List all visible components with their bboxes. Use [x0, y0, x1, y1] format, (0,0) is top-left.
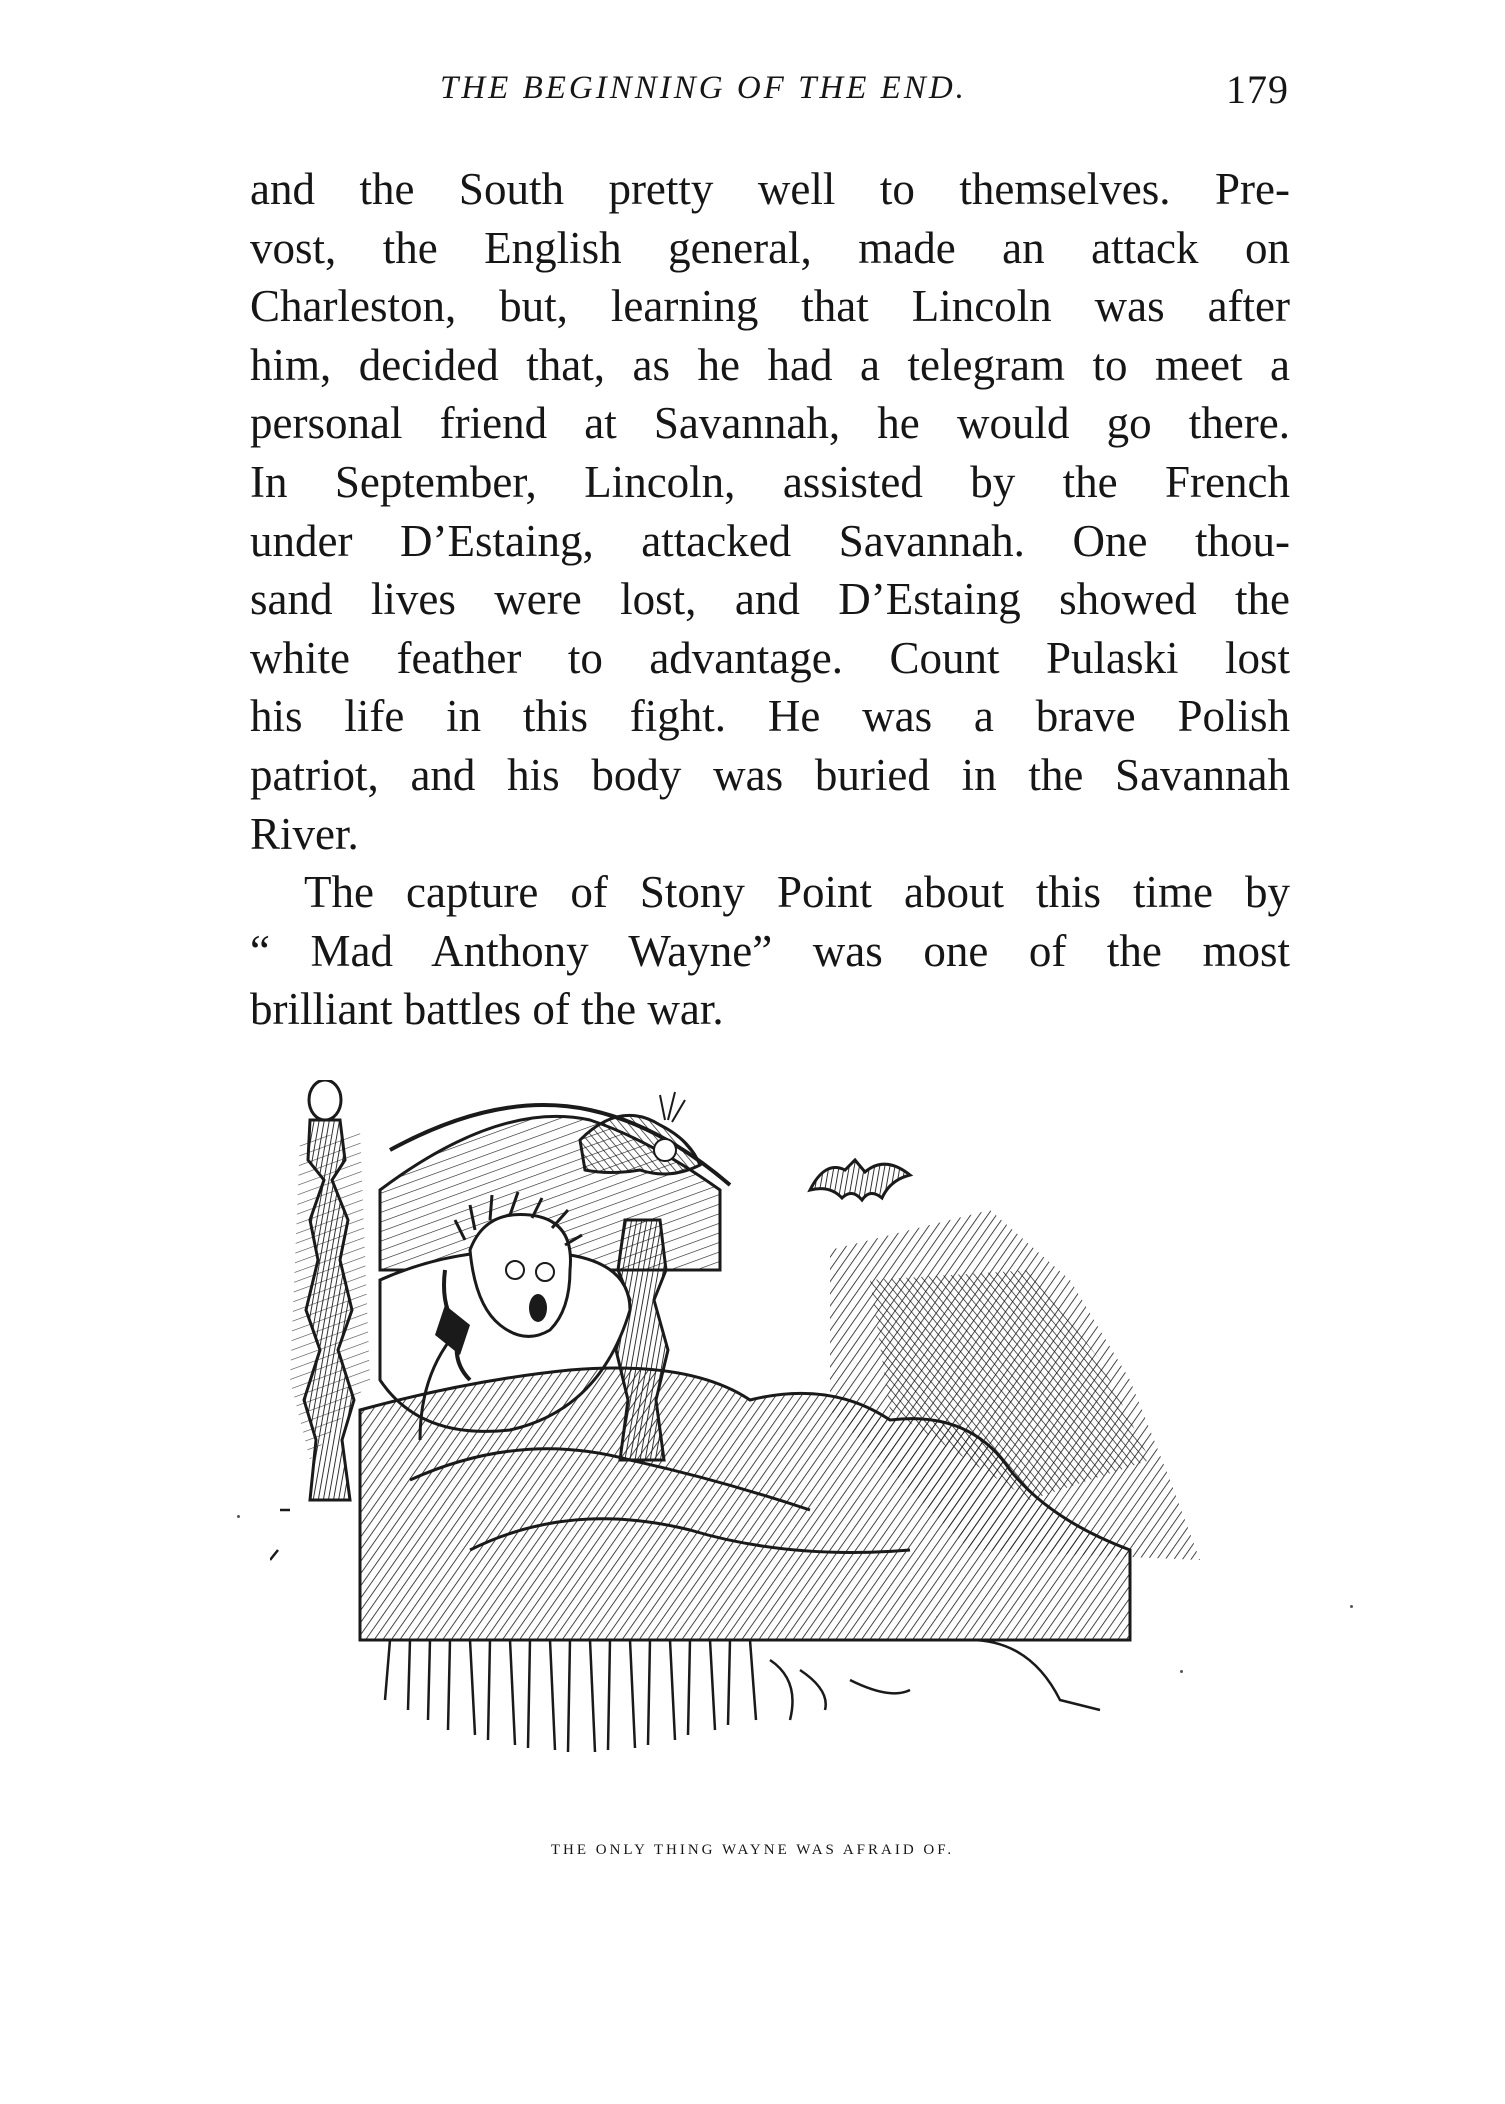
text-line: under D’Estaing, attacked Savannah. One thou-	[250, 515, 1290, 566]
page-speck	[1180, 1670, 1183, 1673]
illustration-caption: THE ONLY THING WAYNE WAS AFRAID OF.	[550, 1842, 955, 1858]
text-line: “ Mad Anthony Wayne” was one of the most	[250, 925, 1290, 976]
page-speck	[237, 1515, 240, 1518]
running-head: THE BEGINNING OF THE END.	[440, 70, 967, 106]
text-line: sand lives were lost, and D’Estaing showed the	[250, 574, 1290, 625]
text-line: The capture of Stony Point about this time by	[304, 867, 1290, 918]
text-line: Charleston, but, learning that Lincoln was after	[250, 281, 1290, 332]
body-text	[250, 160, 1290, 1039]
text-line: patriot, and his body was buried in the Savannah	[250, 749, 1290, 800]
text-line: River.	[250, 808, 359, 859]
text-line: personal friend at Savannah, he would go there.	[250, 398, 1290, 449]
text-line: him, decided that, as he had a telegram to meet a	[250, 339, 1290, 390]
text-line: and the South pretty well to themselves. Pre-	[250, 164, 1290, 214]
tricorn-hat	[580, 1115, 700, 1174]
page-number: 179	[1226, 67, 1289, 112]
illustration-man-in-bed	[270, 1080, 1230, 1820]
page-speck	[1350, 1605, 1353, 1608]
text-line: his life in this fight. He was a brave Polish	[250, 691, 1290, 742]
text-line: vost, the English general, made an attack on	[250, 222, 1290, 273]
text-line: In September, Lincoln, assisted by the French	[250, 456, 1290, 507]
text-line: brilliant battles of the war.	[250, 984, 724, 1035]
bat	[810, 1160, 910, 1200]
text-line: white feather to advantage. Count Pulaski lost	[250, 632, 1290, 683]
